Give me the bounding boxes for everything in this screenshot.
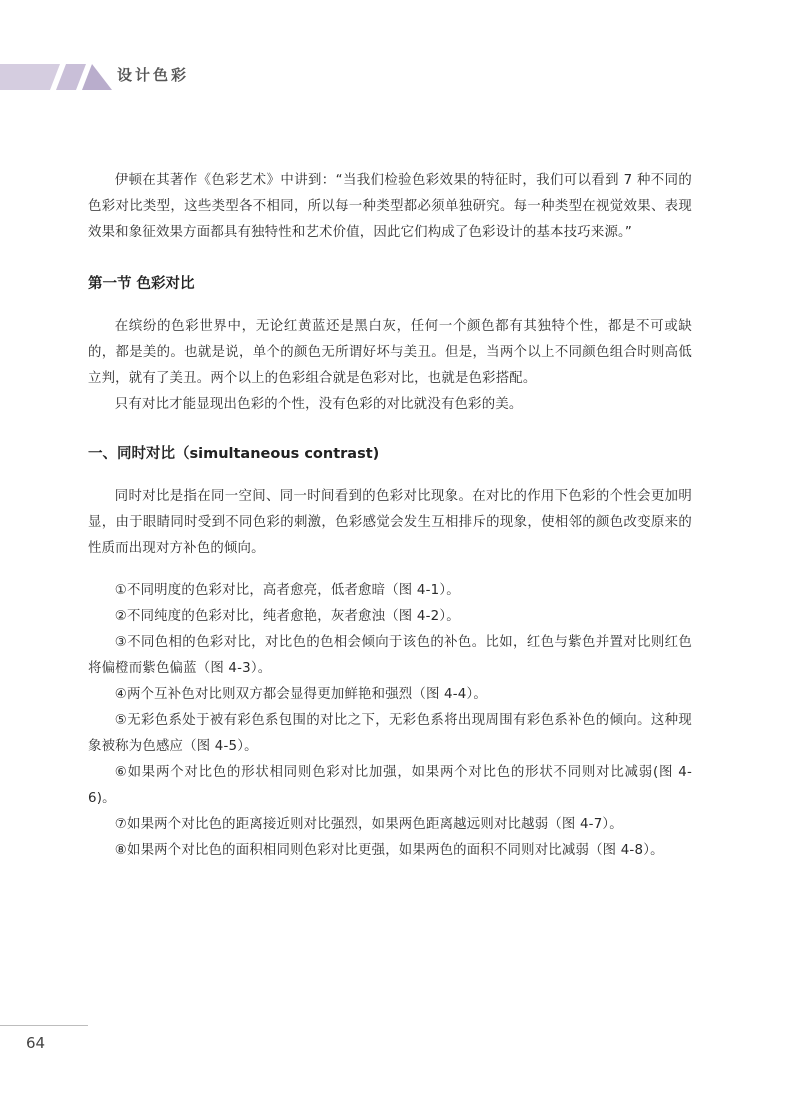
page-number: 64 xyxy=(26,1034,46,1052)
intro-paragraph: 伊顿在其著作《色彩艺术》中讲到：“当我们检验色彩效果的特征时，我们可以看到 7 种不同的色彩对比类型，这些类型各不相同，所以每一种类型都必须单独研究。每一种类型在视觉效果、表现效果和象征效果方面都具有独特性和艺术价值，因此它们构成了色彩设计的基本技巧来源。” xyxy=(88,173,692,240)
subsection-title: 一、同时对比（simultaneous contrast) xyxy=(88,446,380,462)
list-item: ④两个互补色对比则双方都会显得更加鲜艳和强烈（图 4-4）。 xyxy=(114,687,487,702)
footer-rule xyxy=(0,1025,88,1026)
list-item: ⑧如果两个对比色的面积相同则色彩对比更强，如果两色的面积不同则对比减弱（图 4-8）。 xyxy=(114,843,664,858)
list-item: ⑤无彩色系处于被有彩色系包围的对比之下，无彩色系将出现周围有彩色系补色的倾向。这种现象被称为色感应（图 4-5）。 xyxy=(88,713,692,754)
list-item: ③不同色相的色彩对比，对比色的色相会倾向于该色的补色。比如，红色与紫色并置对比则红色将偏橙而紫色偏蓝（图 4-3）。 xyxy=(88,635,692,676)
header-decoration xyxy=(0,60,112,90)
subsection-paragraph: 同时对比是指在同一空间、同一时间看到的色彩对比现象。在对比的作用下色彩的个性会更加明显，由于眼睛同时受到不同色彩的刺激，色彩感觉会发生互相排斥的现象，使相邻的颜色改变原来的性质而出现对方补色的倾向。 xyxy=(88,489,692,556)
list-item: ②不同纯度的色彩对比，纯者愈艳，灰者愈浊（图 4-2）。 xyxy=(114,609,460,624)
contrast-list xyxy=(88,578,692,864)
section-paragraph: 只有对比才能显现出色彩的个性，没有色彩的对比就没有色彩的美。 xyxy=(114,397,523,412)
page-body xyxy=(88,168,692,864)
list-item: ⑦如果两个对比色的距离接近则对比强烈，如果两色距离越远则对比越弱（图 4-7）。 xyxy=(114,817,623,832)
running-header-title: 设计色彩 xyxy=(117,66,190,84)
list-item: ①不同明度的色彩对比，高者愈亮，低者愈暗（图 4-1）。 xyxy=(114,583,460,598)
list-item: ⑥如果两个对比色的形状相同则色彩对比加强，如果两个对比色的形状不同则对比减弱(图 4-6)。 xyxy=(88,765,692,806)
section-title: 第一节 色彩对比 xyxy=(88,276,195,292)
section-paragraph: 在缤纷的色彩世界中，无论红黄蓝还是黑白灰，任何一个颜色都有其独特个性，都是不可或缺的，都是美的。也就是说，单个的颜色无所谓好坏与美丑。但是，当两个以上不同颜色组合时则高低立判，就有了美丑。两个以上的色彩组合就是色彩对比，也就是色彩搭配。 xyxy=(88,319,692,386)
